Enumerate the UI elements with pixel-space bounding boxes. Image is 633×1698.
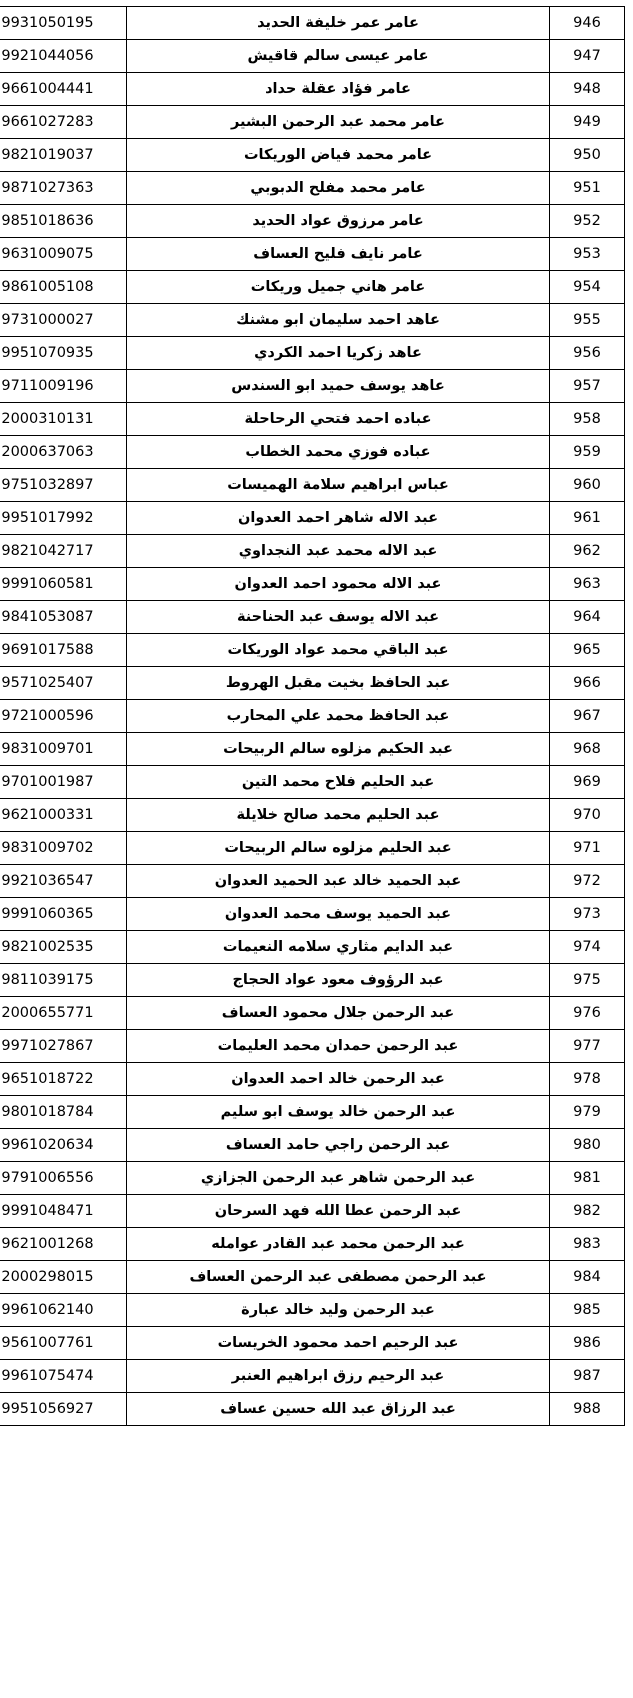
row-name: عبد الحليم مزلوه سالم الربيحات (127, 832, 550, 865)
row-serial: 955 (550, 304, 625, 337)
row-name: عبد الحافظ محمد علي المحارب (127, 700, 550, 733)
table-row (0, 7, 625, 40)
row-name: عبد الاله يوسف عبد الحناحنة (127, 601, 550, 634)
row-serial: 969 (550, 766, 625, 799)
row-id-number: 9831009702 (0, 832, 127, 865)
row-serial: 956 (550, 337, 625, 370)
row-id-number: 9971027867 (0, 1030, 127, 1063)
row-id-number: 9861005108 (0, 271, 127, 304)
row-name: عبد الحكيم مزلوه سالم الربيحات (127, 733, 550, 766)
table-row (0, 964, 625, 997)
row-id-number: 9661004441 (0, 73, 127, 106)
row-name: عبد الرحيم احمد محمود الخريسات (127, 1327, 550, 1360)
row-name: عامر محمد عبد الرحمن البشير (127, 106, 550, 139)
row-name: عامر عمر خليفة الحديد (127, 7, 550, 40)
table-row (0, 1129, 625, 1162)
row-serial: 953 (550, 238, 625, 271)
row-id-number: 9791006556 (0, 1162, 127, 1195)
row-serial: 948 (550, 73, 625, 106)
row-id-number: 2000637063 (0, 436, 127, 469)
table-row (0, 535, 625, 568)
table-row (0, 304, 625, 337)
table-row (0, 172, 625, 205)
table-row (0, 469, 625, 502)
table-row (0, 337, 625, 370)
row-serial: 963 (550, 568, 625, 601)
table-row (0, 898, 625, 931)
row-id-number: 9931050195 (0, 7, 127, 40)
row-serial: 950 (550, 139, 625, 172)
row-name: عامر فؤاد عقلة حداد (127, 73, 550, 106)
table-row (0, 832, 625, 865)
row-name: عامر نايف فليح العساف (127, 238, 550, 271)
row-name: عبد الاله محمد عبد النجداوي (127, 535, 550, 568)
row-name: عبد الحليم فلاح محمد التين (127, 766, 550, 799)
row-id-number: 9801018784 (0, 1096, 127, 1129)
row-serial: 951 (550, 172, 625, 205)
table-row (0, 106, 625, 139)
row-id-number: 9631009075 (0, 238, 127, 271)
row-id-number: 9701001987 (0, 766, 127, 799)
row-id-number: 9841053087 (0, 601, 127, 634)
row-name: عامر محمد فياض الوريكات (127, 139, 550, 172)
row-serial: 972 (550, 865, 625, 898)
row-id-number: 9811039175 (0, 964, 127, 997)
row-id-number: 9961020634 (0, 1129, 127, 1162)
row-serial: 970 (550, 799, 625, 832)
row-name: عبد الرؤوف معود عواد الحجاج (127, 964, 550, 997)
table-row (0, 667, 625, 700)
row-name: عبد الحميد خالد عبد الحميد العدوان (127, 865, 550, 898)
row-serial: 964 (550, 601, 625, 634)
row-name: عبد الرحمن حمدان محمد العليمات (127, 1030, 550, 1063)
row-serial: 980 (550, 1129, 625, 1162)
table-row (0, 205, 625, 238)
table-row (0, 1228, 625, 1261)
row-name: عباده احمد فتحي الرحاحلة (127, 403, 550, 436)
table-row (0, 1096, 625, 1129)
row-id-number: 9921036547 (0, 865, 127, 898)
row-name: عبد الدايم مثاري سلامه النعيمات (127, 931, 550, 964)
row-name: عبد الرحمن مصطفى عبد الرحمن العساف (127, 1261, 550, 1294)
row-name: عامر محمد مفلح الدبوبي (127, 172, 550, 205)
row-name: عامر عيسى سالم قاقيش (127, 40, 550, 73)
row-serial: 985 (550, 1294, 625, 1327)
table-row (0, 931, 625, 964)
table-row (0, 1261, 625, 1294)
table-row (0, 634, 625, 667)
table-row (0, 1063, 625, 1096)
row-serial: 982 (550, 1195, 625, 1228)
table-row (0, 1360, 625, 1393)
table-row (0, 1162, 625, 1195)
table-row (0, 502, 625, 535)
row-name: عبد الرحمن شاهر عبد الرحمن الجزازي (127, 1162, 550, 1195)
row-serial: 974 (550, 931, 625, 964)
row-name: عامر مرزوق عواد الحديد (127, 205, 550, 238)
row-name: عبد الرزاق عبد الله حسين عساف (127, 1393, 550, 1426)
row-serial: 978 (550, 1063, 625, 1096)
row-id-number: 9751032897 (0, 469, 127, 502)
row-id-number: 9921044056 (0, 40, 127, 73)
table-row (0, 139, 625, 172)
row-name: عبد الرحمن عطا الله فهد السرحان (127, 1195, 550, 1228)
row-name: عبد الرحمن وليد خالد عبارة (127, 1294, 550, 1327)
row-id-number: 9951070935 (0, 337, 127, 370)
row-serial: 988 (550, 1393, 625, 1426)
row-id-number: 9571025407 (0, 667, 127, 700)
row-name: عبد الحميد يوسف محمد العدوان (127, 898, 550, 931)
table-row (0, 40, 625, 73)
row-id-number: 9661027283 (0, 106, 127, 139)
row-serial: 973 (550, 898, 625, 931)
row-name: عبد الرحمن خالد احمد العدوان (127, 1063, 550, 1096)
table-row (0, 436, 625, 469)
row-serial: 967 (550, 700, 625, 733)
table-row (0, 1393, 625, 1426)
row-id-number: 9621001268 (0, 1228, 127, 1261)
row-id-number: 9651018722 (0, 1063, 127, 1096)
row-id-number: 9721000596 (0, 700, 127, 733)
row-name: عاهد زكريا احمد الكردي (127, 337, 550, 370)
row-id-number: 9991060365 (0, 898, 127, 931)
row-name: عاهد يوسف حميد ابو السندس (127, 370, 550, 403)
row-serial: 968 (550, 733, 625, 766)
table-row (0, 997, 625, 1030)
row-serial: 949 (550, 106, 625, 139)
row-serial: 947 (550, 40, 625, 73)
row-serial: 962 (550, 535, 625, 568)
row-id-number: 9991060581 (0, 568, 127, 601)
row-serial: 952 (550, 205, 625, 238)
row-id-number: 9831009701 (0, 733, 127, 766)
row-name: عبد الباقي محمد عواد الوريكات (127, 634, 550, 667)
row-name: عبد الحليم محمد صالح خلايلة (127, 799, 550, 832)
row-serial: 979 (550, 1096, 625, 1129)
table-row (0, 601, 625, 634)
table-row (0, 700, 625, 733)
row-id-number: 9621000331 (0, 799, 127, 832)
row-name: عاهد احمد سليمان ابو مشنك (127, 304, 550, 337)
table-row (0, 1294, 625, 1327)
row-serial: 958 (550, 403, 625, 436)
table-row (0, 403, 625, 436)
table-row (0, 1327, 625, 1360)
row-serial: 971 (550, 832, 625, 865)
row-id-number: 9691017588 (0, 634, 127, 667)
row-serial: 986 (550, 1327, 625, 1360)
row-serial: 960 (550, 469, 625, 502)
row-serial: 984 (550, 1261, 625, 1294)
row-name: عباده فوزي محمد الخطاب (127, 436, 550, 469)
row-serial: 983 (550, 1228, 625, 1261)
row-id-number: 9851018636 (0, 205, 127, 238)
row-serial: 966 (550, 667, 625, 700)
row-id-number: 9951017992 (0, 502, 127, 535)
row-id-number: 2000655771 (0, 997, 127, 1030)
table-row (0, 1195, 625, 1228)
row-id-number: 9821019037 (0, 139, 127, 172)
row-name: عبد الرحمن محمد عبد القادر عوامله (127, 1228, 550, 1261)
row-serial: 987 (550, 1360, 625, 1393)
table-row (0, 766, 625, 799)
row-serial: 965 (550, 634, 625, 667)
table-row (0, 568, 625, 601)
row-serial: 976 (550, 997, 625, 1030)
roster-table (0, 6, 625, 1426)
row-id-number: 9731000027 (0, 304, 127, 337)
row-id-number: 9991048471 (0, 1195, 127, 1228)
table-row (0, 799, 625, 832)
table-row (0, 271, 625, 304)
roster-table-body (0, 7, 625, 1426)
row-name: عبد الاله شاهر احمد العدوان (127, 502, 550, 535)
table-row (0, 1030, 625, 1063)
row-name: عبد الرحيم رزق ابراهيم العنبر (127, 1360, 550, 1393)
table-row (0, 733, 625, 766)
table-row (0, 73, 625, 106)
row-name: عبد الاله محمود احمد العدوان (127, 568, 550, 601)
row-name: عامر هاني جميل وريكات (127, 271, 550, 304)
row-id-number: 9711009196 (0, 370, 127, 403)
row-id-number: 9951056927 (0, 1393, 127, 1426)
table-row (0, 865, 625, 898)
row-serial: 975 (550, 964, 625, 997)
row-id-number: 9961075474 (0, 1360, 127, 1393)
row-name: عبد الرحمن خالد يوسف ابو سليم (127, 1096, 550, 1129)
row-id-number: 9821002535 (0, 931, 127, 964)
row-serial: 954 (550, 271, 625, 304)
row-serial: 977 (550, 1030, 625, 1063)
row-id-number: 9821042717 (0, 535, 127, 568)
table-row (0, 370, 625, 403)
row-id-number: 2000310131 (0, 403, 127, 436)
row-serial: 946 (550, 7, 625, 40)
row-serial: 961 (550, 502, 625, 535)
row-name: عباس ابراهيم سلامة الهميسات (127, 469, 550, 502)
row-name: عبد الحافظ بخيت مقبل الهروط (127, 667, 550, 700)
row-name: عبد الرحمن جلال محمود العساف (127, 997, 550, 1030)
row-serial: 959 (550, 436, 625, 469)
row-id-number: 9871027363 (0, 172, 127, 205)
row-id-number: 9561007761 (0, 1327, 127, 1360)
row-id-number: 9961062140 (0, 1294, 127, 1327)
row-serial: 981 (550, 1162, 625, 1195)
row-serial: 957 (550, 370, 625, 403)
row-id-number: 2000298015 (0, 1261, 127, 1294)
row-name: عبد الرحمن راجي حامد العساف (127, 1129, 550, 1162)
table-row (0, 238, 625, 271)
